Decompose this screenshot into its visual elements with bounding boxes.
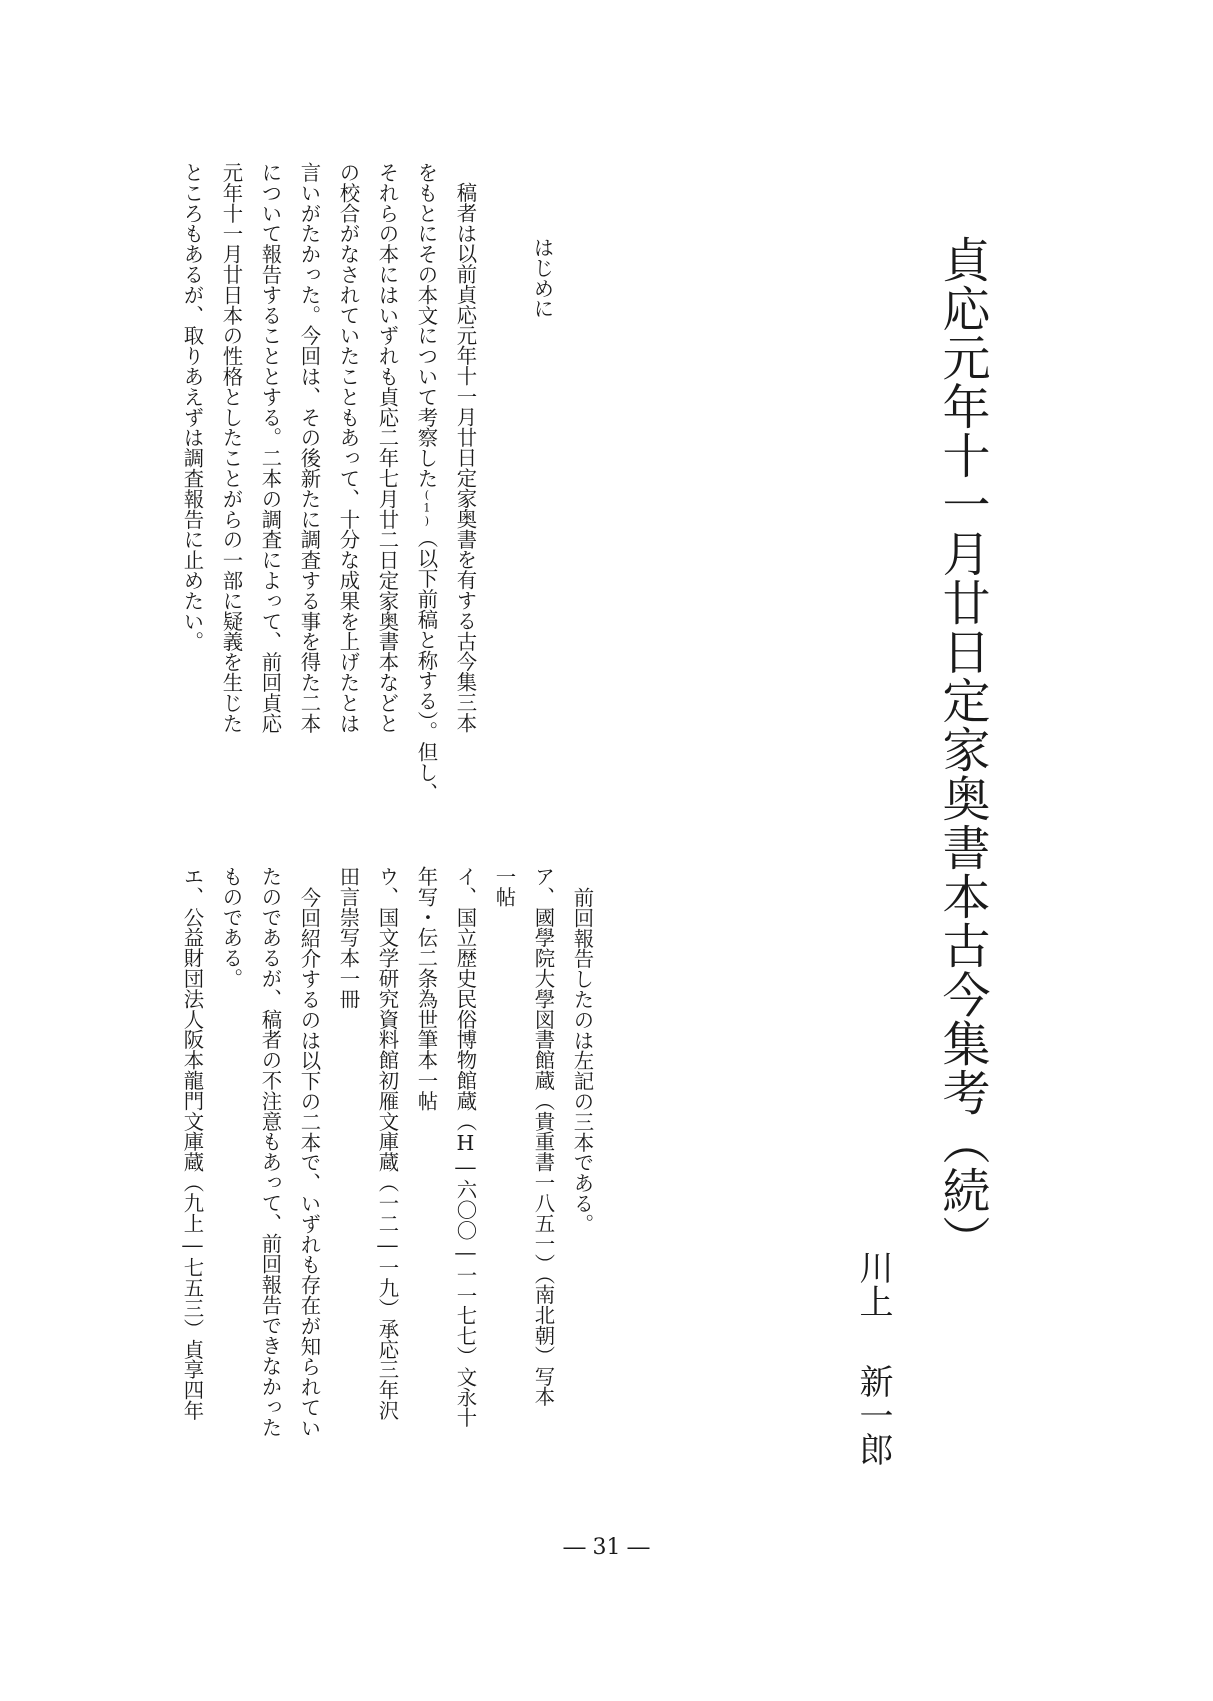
lower-line-10: ものである。: [219, 866, 244, 989]
intro-line-2: をもとにその本文について考察した(1)（以下前稿と称する）。但し、: [414, 162, 439, 803]
intro-line-6: について報告することとする。二本の調査によって、前回貞応: [258, 162, 283, 734]
lower-line-2: ア、國學院大學図書館蔵（貴重書一八五一）（南北朝）写本: [531, 866, 556, 1407]
page-number: ― 31 ―: [563, 1535, 650, 1560]
intro-line-8: ところもあるが、取りあえずは調査報告に止めたい。: [180, 162, 205, 652]
lower-line-1: 前回報告したのは左記の三本である。: [570, 887, 595, 1234]
intro-line-5: 言いがたかった。今回は、その後新たに調査する事を得た二本: [297, 162, 322, 734]
section-heading: はじめに: [530, 237, 555, 319]
lower-line-3: 一帖: [492, 866, 517, 907]
article-title: 貞応元年十一月廿日定家奥書本古今集考（続）: [934, 235, 990, 1264]
intro-line-1: 稿者は以前貞応元年十一月廿日定家奥書を有する古今集三本: [453, 182, 478, 733]
author-given-name: 新一郎: [853, 1364, 893, 1466]
intro-line-7: 元年十一月廿日本の性格としたことがらの一部に疑義を生じた: [219, 162, 244, 734]
lower-line-5: 年写・伝二条為世筆本一帖: [414, 866, 439, 1111]
lower-line-7: 田言崇写本一冊: [336, 866, 361, 1009]
intro-line-3: それらの本にはいずれも貞応二年七月廿二日定家奥書本などと: [375, 162, 400, 734]
lower-line-9: たのであるが、稿者の不注意もあって、前回報告できなかった: [258, 866, 283, 1438]
intro-line-4: の校合がなされていたこともあって、十分な成果を上げたとは: [336, 162, 361, 734]
lower-line-4: イ、国立歴史民俗博物館蔵（H―六〇〇―一一七七）文永十: [453, 866, 478, 1428]
footnote-marker: (1): [420, 488, 434, 528]
lower-line-6: ウ、国文学研究資料館初雁文庫蔵（一二―一九）承応三年沢: [375, 866, 400, 1421]
lower-line-8: 今回紹介するのは以下の二本で、いずれも存在が知られてい: [297, 887, 322, 1438]
author-family-name: 川上: [853, 1250, 893, 1318]
lower-line-11: エ、公益財団法人阪本龍門文庫蔵（九上―七五三）貞享四年: [180, 866, 205, 1421]
author-name: [853, 1250, 893, 1466]
